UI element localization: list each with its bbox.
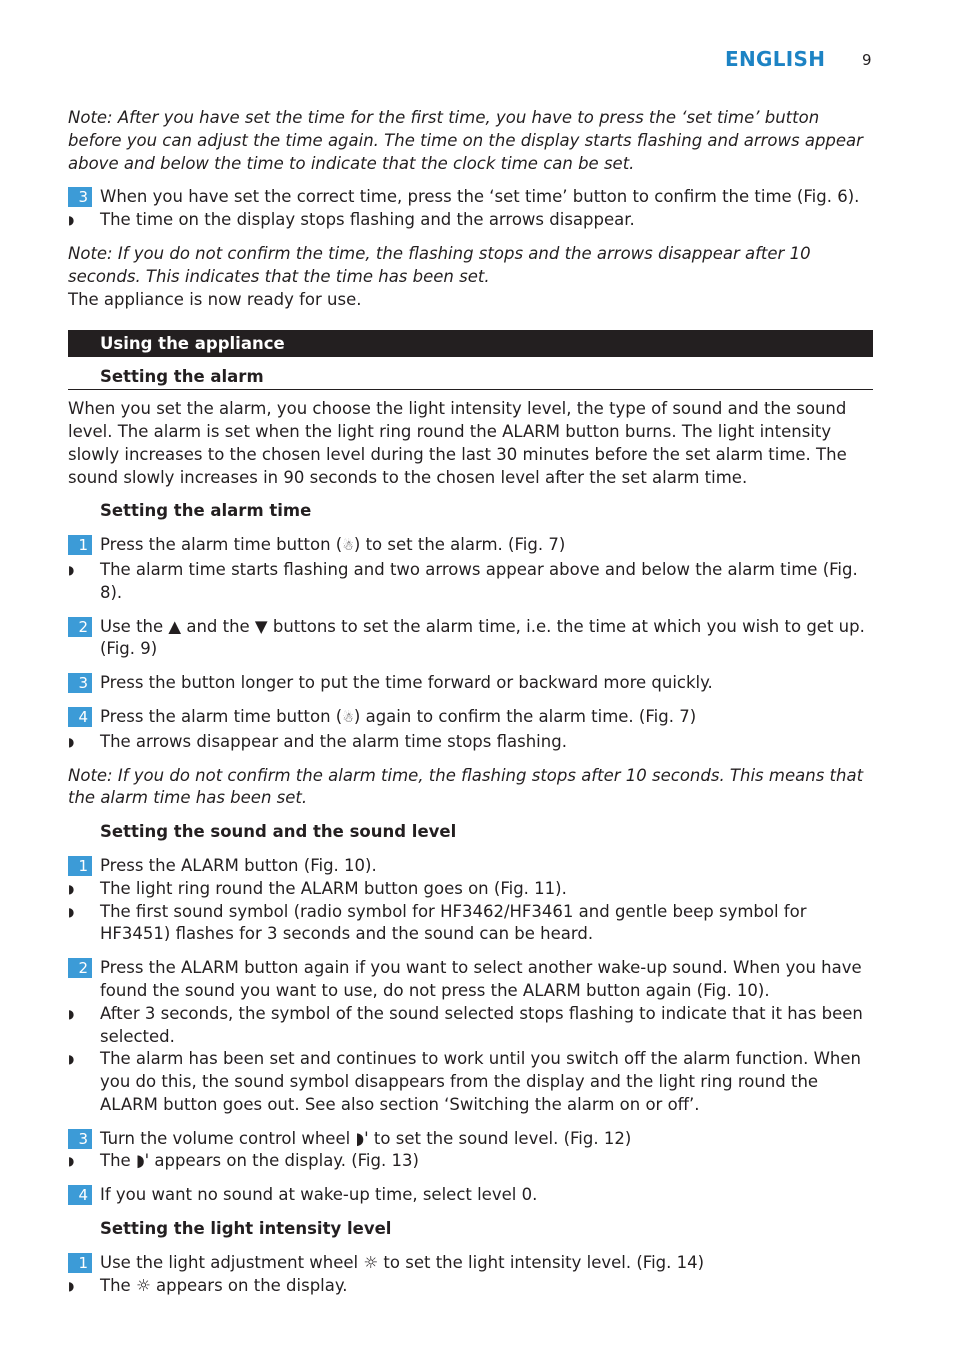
note-confirm-time: Note: If you do not confirm the time, the flashing stops and the arrows disappear after 10 seconds. This indicates that the time has been set.: [68, 243, 811, 286]
result-arrow-icon: ◗: [68, 1278, 75, 1293]
step-text: Press the ALARM button again if you want to select another wake-up sound. When you have found the sound you want to use, do not press the ALARM button again (Fig. 10).: [100, 958, 862, 1000]
result-text: The ◗ꞌ appears on the display. (Fig. 13): [100, 1151, 419, 1171]
result-text: The arrows disappear and the alarm time stops flashing.: [100, 731, 567, 751]
alarm-intro-paragraph: When you set the alarm, you choose the light intensity level, the type of sound and the sound level. The alarm is set when the light ring round the ALARM button burns. The light intensity slowly increases to the chosen level during the last 30 minutes before the set alarm time. The sound slowly increases in 90 seconds to the chosen level after the set alarm time.: [68, 399, 847, 487]
step-text: Turn the volume control wheel ◗ꞌ to set the sound level. (Fig. 12): [100, 1128, 632, 1148]
result-arrow-icon: ◗: [68, 881, 75, 896]
result-item: [68, 901, 873, 947]
result-item: [68, 1275, 873, 1298]
result-arrow-icon: ◗: [68, 904, 75, 919]
step-number: 3: [68, 1129, 92, 1149]
speaker-icon: ◗ꞌ: [355, 1128, 369, 1148]
page-content: [68, 107, 873, 1297]
result-text: The first sound symbol (radio symbol for HF3462/HF3461 and gentle beep symbol for HF3451) flashes for 3 seconds and the sound can be heard.: [100, 901, 807, 944]
result-arrow-icon: ◗: [68, 1154, 75, 1169]
step-text: Press the ALARM button (Fig. 10).: [100, 855, 377, 875]
result-text: After 3 seconds, the symbol of the sound selected stops flashing to indicate that it has been selected.: [100, 1003, 863, 1046]
step-light-1: [68, 1252, 873, 1275]
result-arrow-icon: ◗: [68, 1052, 75, 1067]
step-text: Press the alarm time button (☃) to set the alarm. (Fig. 7): [100, 535, 566, 555]
step-number: 3: [68, 673, 92, 693]
step-alarm-time-4: [68, 706, 873, 731]
result-item: [68, 209, 873, 232]
sun-icon: ☼: [135, 1275, 151, 1295]
bell-icon: ☃: [342, 710, 354, 726]
result-arrow-icon: ◗: [68, 734, 75, 749]
step-text: Press the button longer to put the time forward or backward more quickly.: [100, 673, 713, 693]
language-header: ENGLISH: [725, 47, 826, 71]
subheading-light-intensity: Setting the light intensity level: [100, 1219, 392, 1239]
step-confirm-time: [68, 186, 873, 209]
result-item: [68, 1150, 873, 1173]
step-number: 4: [68, 707, 92, 727]
step-number: 1: [68, 856, 92, 876]
step-sound-4: [68, 1184, 873, 1207]
speaker-icon: ◗ꞌ: [135, 1151, 150, 1171]
result-text: The alarm time starts flashing and two arrows appear above and below the alarm time (Fig. 8).: [100, 559, 858, 602]
result-text: The time on the display stops flashing and the arrows disappear.: [100, 210, 635, 230]
step-text: Use the light adjustment wheel ☼ to set the light intensity level. (Fig. 14): [100, 1252, 705, 1272]
step-number: 3: [68, 187, 92, 207]
result-item: [68, 1003, 873, 1049]
result-item: [68, 559, 873, 605]
subheading-setting-alarm: Setting the alarm: [68, 366, 873, 390]
page-number: 9: [862, 51, 872, 69]
step-sound-3: [68, 1128, 873, 1151]
result-arrow-icon: ◗: [68, 1006, 75, 1021]
step-alarm-time-3: [68, 672, 873, 695]
step-text: If you want no sound at wake-up time, select level 0.: [100, 1185, 538, 1205]
step-number: 1: [68, 1253, 92, 1273]
step-sound-2: [68, 957, 873, 1003]
note-set-time: Note: After you have set the time for the first time, you have to press the ‘set time’ button before you can adjust the time again. The time on the display starts flashing and arrows appear above and below the time to indicate that the clock time can be set.: [68, 108, 863, 173]
step-alarm-time-1: [68, 534, 873, 559]
result-item: [68, 1048, 873, 1116]
sun-icon: ☼: [363, 1252, 379, 1272]
subheading-sound-level: Setting the sound and the sound level: [100, 822, 457, 842]
ready-text: The appliance is now ready for use.: [68, 289, 362, 309]
result-text: The light ring round the ALARM button goes on (Fig. 11).: [100, 878, 567, 898]
step-number: 1: [68, 535, 92, 555]
section-heading: Using the appliance: [68, 330, 873, 357]
result-arrow-icon: ◗: [68, 562, 75, 577]
bell-icon: ☃: [342, 539, 354, 555]
result-item: [68, 878, 873, 901]
result-arrow-icon: ◗: [68, 213, 75, 228]
step-number: 4: [68, 1185, 92, 1205]
result-item: [68, 731, 873, 754]
step-number: 2: [68, 958, 92, 978]
step-alarm-time-2: [68, 616, 873, 662]
step-text: When you have set the correct time, press the ‘set time’ button to confirm the time (Fig. 6).: [100, 187, 860, 207]
step-sound-1: [68, 855, 873, 878]
subheading-alarm-time: Setting the alarm time: [100, 501, 312, 521]
step-text: Use the ▲ and the ▼ buttons to set the alarm time, i.e. the time at which you wish to get up. (Fig. 9): [100, 616, 865, 659]
step-number: 2: [68, 617, 92, 637]
note-alarm-time: Note: If you do not confirm the alarm time, the flashing stops after 10 seconds. This means that the alarm time has been set.: [68, 765, 864, 808]
result-text: The ☼ appears on the display.: [100, 1275, 348, 1295]
step-text: Press the alarm time button (☃) again to confirm the alarm time. (Fig. 7): [100, 706, 697, 726]
result-text: The alarm has been set and continues to work until you switch off the alarm function. When you do this, the sound symbol disappears from the display and the light ring round the ALARM button goes out. See also section ‘Switching the alarm on or off’.: [100, 1049, 861, 1114]
